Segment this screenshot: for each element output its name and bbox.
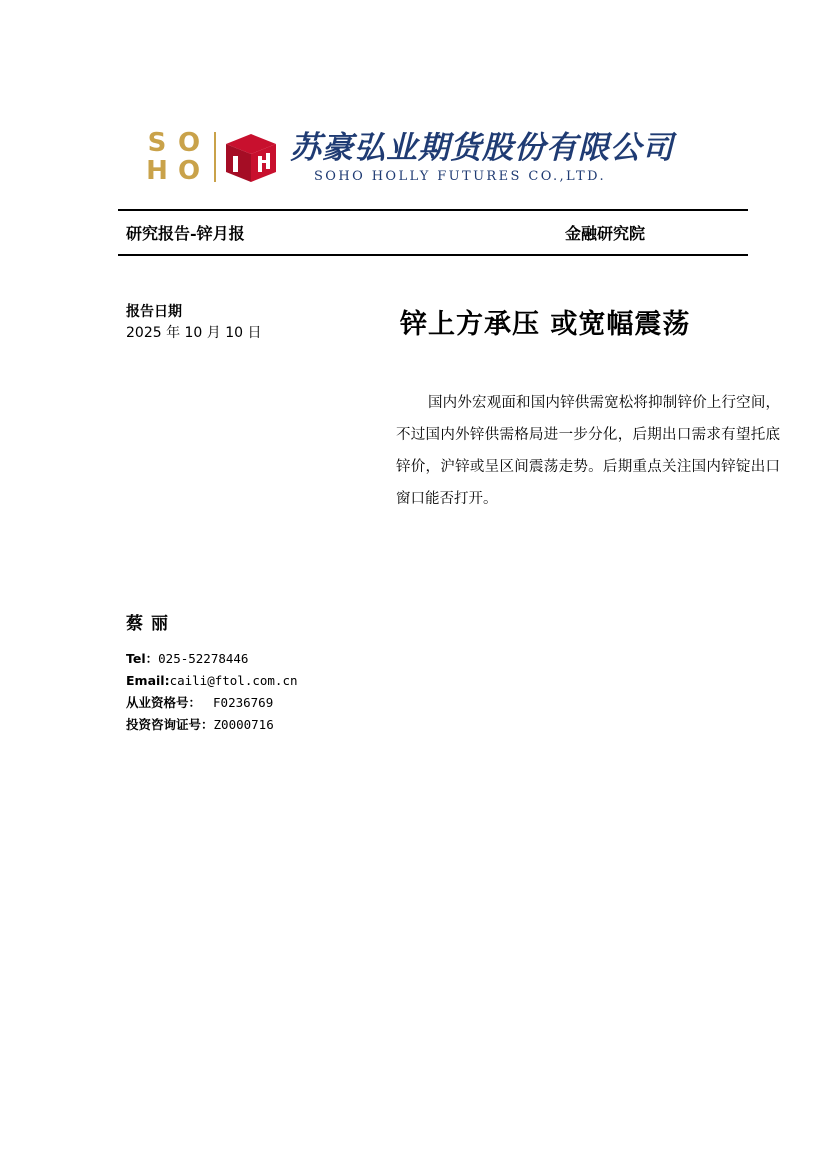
soho-mark bbox=[142, 130, 204, 184]
header-rule-top bbox=[118, 209, 748, 211]
soho-letter: H bbox=[146, 156, 168, 186]
report-date-label: 报告日期 bbox=[126, 304, 182, 320]
email-value: caili@ftol.com.cn bbox=[169, 673, 298, 688]
red-cube-icon bbox=[224, 132, 278, 184]
author-qualification bbox=[126, 694, 273, 712]
soho-letter: O bbox=[177, 156, 201, 186]
header-rule-bottom bbox=[118, 254, 748, 256]
qualification-value: F0236769 bbox=[213, 695, 274, 710]
consulting-cert-value: Z0000716 bbox=[213, 717, 274, 732]
consulting-cert-label: 投资咨询证号： bbox=[126, 717, 214, 732]
email-label: Email: bbox=[126, 673, 170, 688]
author-email bbox=[126, 672, 298, 690]
report-date-value: 2025 年 10 月 10 日 bbox=[126, 325, 262, 341]
author-tel bbox=[126, 650, 248, 668]
qualification-label: 从业资格号： bbox=[126, 695, 202, 710]
author-name: 蔡丽 bbox=[126, 614, 176, 634]
company-name-en: SOHO HOLLY FUTURES CO.,LTD. bbox=[314, 169, 606, 184]
report-summary: 国内外宏观面和国内锌供需宽松将抑制锌价上行空间，不过国内外锌供需格局进一步分化，后期出口需求有望托底锌价，沪锌或呈区间震荡走势。后期重点关注国内锌锭出口窗口能否打开。 bbox=[396, 395, 780, 507]
soho-letter: S bbox=[147, 128, 167, 158]
company-logo bbox=[140, 128, 720, 188]
tel-value: 025-52278446 bbox=[158, 651, 249, 666]
institute-name: 金融研究院 bbox=[565, 224, 646, 243]
author-consulting-cert bbox=[126, 716, 274, 734]
report-type: 研究报告-锌月报 bbox=[126, 224, 245, 243]
company-name-cn: 苏豪弘业期货股份有限公司 bbox=[290, 130, 674, 166]
tel-label: Tel： bbox=[126, 651, 159, 666]
report-title: 锌上方承压 或宽幅震荡 bbox=[400, 309, 691, 340]
soho-letter: O bbox=[177, 128, 201, 158]
logo-divider bbox=[214, 132, 216, 182]
